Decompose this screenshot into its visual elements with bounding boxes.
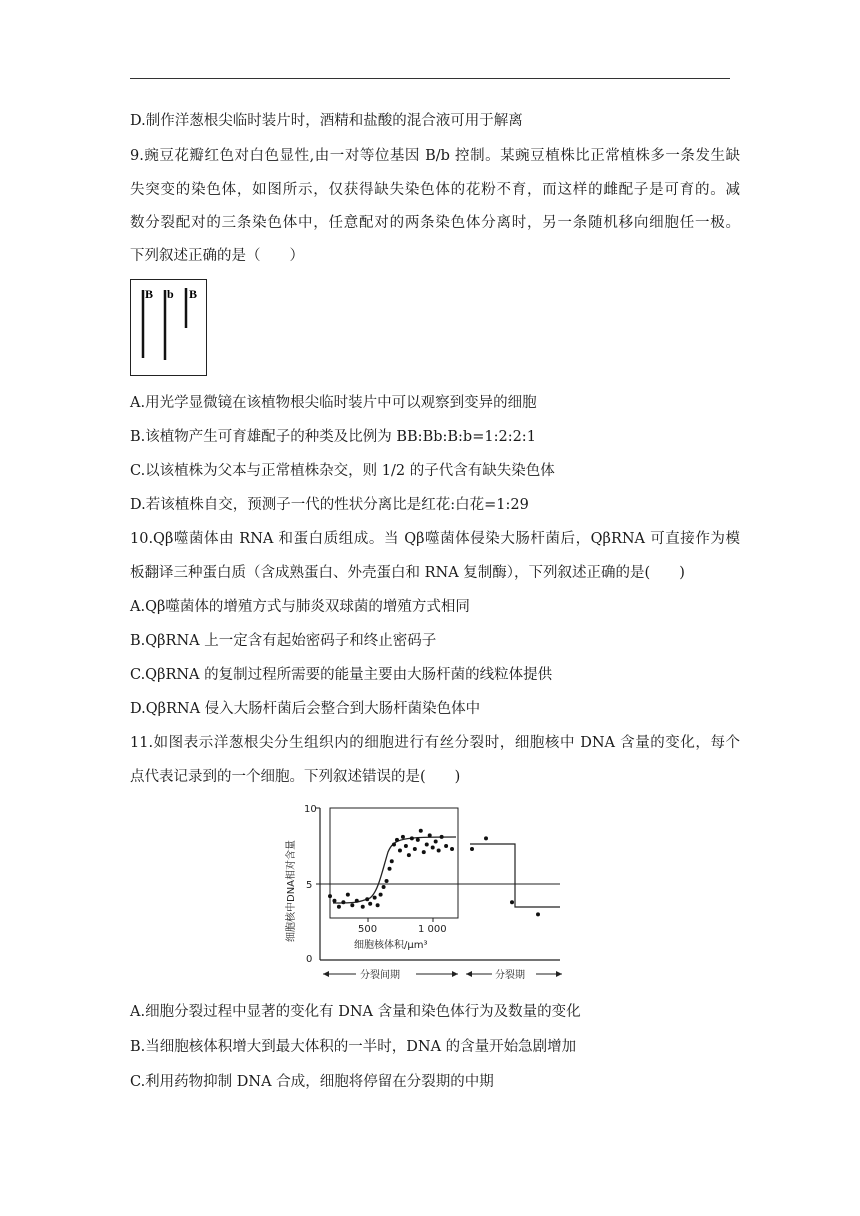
interphase-data-point (388, 867, 392, 871)
interphase-data-point (437, 849, 441, 853)
y-tick-label: 0 (306, 954, 313, 965)
q10-stem-line-1: 10.Qβ噬菌体由 RNA 和蛋白质组成。当 Qβ噬菌体侵染大肠杆菌后，QβRNA 可直接作为模 (130, 531, 740, 547)
q11-option-a: A.细胞分裂过程中显著的变化有 DNA 含量和染色体行为及数量的变化 (130, 1004, 581, 1020)
interphase-data-point (376, 903, 380, 907)
interphase-data-point (392, 842, 396, 846)
q9-option-a: A.用光学显微镜在该植物根尖临时装片中可以观察到变异的细胞 (130, 395, 537, 411)
x-axis-label: 细胞核体积/μm³ (354, 940, 428, 951)
interphase-data-point (355, 899, 359, 903)
fitted-curve (333, 837, 456, 903)
q11-stem-line-2: 点代表记录到的一个细胞。下列叙述错误的是( ) (130, 769, 461, 785)
q9-stem-line-1: 9.豌豆花瓣红色对白色显性,由一对等位基因 B/b 控制。某豌豆植株比正常植株多一条发生缺 (130, 148, 740, 164)
interphase-data-point (382, 885, 386, 889)
interphase-data-point (404, 844, 408, 848)
q9-stem-line-4: 下列叙述正确的是（ ） (130, 248, 304, 264)
interphase-data-point (407, 853, 411, 857)
division-data-point (470, 847, 474, 851)
division-data-point (510, 900, 514, 904)
interphase-data-point (361, 905, 365, 909)
interphase-data-point (341, 900, 345, 904)
interphase-data-point (419, 829, 423, 833)
x-tick-label: 1 000 (418, 924, 447, 935)
interphase-data-point (368, 902, 372, 906)
phase-label-interphase: 分裂间期 (360, 970, 400, 981)
q10-option-a: A.Qβ噬菌体的增殖方式与肺炎双球菌的增殖方式相同 (130, 599, 470, 615)
dna-content-chart (278, 800, 568, 985)
interphase-data-point (328, 894, 332, 898)
q9-option-d: D.若该植株自交，预测子一代的性状分离比是红花:白花=1:29 (130, 497, 529, 513)
interphase-data-point (346, 893, 350, 897)
chromosome-label-2: b (167, 287, 174, 301)
interphase-data-point (337, 905, 341, 909)
q10-stem-line-2: 板翻译三种蛋白质（含成熟蛋白、外壳蛋白和 RNA 复制酶），下列叙述正确的是( ) (130, 565, 685, 581)
interphase-data-point (440, 835, 444, 839)
q10-option-b: B.QβRNA 上一定含有起始密码子和终止密码子 (130, 633, 437, 649)
interphase-data-point (444, 844, 448, 848)
chromosome-label-3: B (189, 287, 198, 301)
interphase-data-point (365, 897, 369, 901)
y-axis-label: 细胞核中DNA相对含量 (286, 839, 297, 942)
q8-option-d: D.制作洋葱根尖临时装片时，酒精和盐酸的混合液可用于解离 (130, 113, 523, 129)
interphase-data-point (450, 847, 454, 851)
interphase-data-point (395, 838, 399, 842)
q10-option-c: C.QβRNA 的复制过程所需要的能量主要由大肠杆菌的线粒体提供 (130, 667, 553, 683)
interphase-data-point (428, 833, 432, 837)
interphase-data-point (332, 899, 336, 903)
q11-option-c: C.利用药物抑制 DNA 合成，细胞将停留在分裂期的中期 (130, 1074, 494, 1090)
interphase-data-point (385, 879, 389, 883)
q9-stem-line-2: 失突变的染色体，如图所示，仅获得缺失染色体的花粉不育，而这样的雌配子是可育的。减 (130, 182, 740, 198)
interphase-data-point (422, 850, 426, 854)
x-tick-label: 500 (358, 924, 378, 935)
interphase-data-point (373, 896, 377, 900)
interphase-data-point (416, 838, 420, 842)
q9-option-b: B.该植物产生可育雄配子的种类及比例为 BB:Bb:B:b=1:2:2:1 (130, 429, 536, 445)
phase-label-division: 分裂期 (495, 970, 525, 981)
interphase-data-point (401, 835, 405, 839)
interphase-data-point (431, 846, 435, 850)
interphase-data-point (434, 839, 438, 843)
interphase-data-point (350, 903, 354, 907)
q11-stem-line-1: 11.如图表示洋葱根尖分生组织内的细胞进行有丝分裂时，细胞核中 DNA 含量的变化，每个 (130, 735, 740, 751)
interphase-data-point (379, 893, 383, 897)
interphase-data-point (390, 859, 394, 863)
chromosome-label-1: B (145, 287, 154, 301)
q11-option-b: B.当细胞核体积增大到最大体积的一半时，DNA 的含量开始急剧增加 (130, 1039, 577, 1055)
interphase-data-point (425, 842, 429, 846)
chromosome-figure (130, 279, 207, 376)
q10-option-d: D.QβRNA 侵入大肠杆菌后会整合到大肠杆菌染色体中 (130, 701, 481, 717)
y-tick-label: 10 (304, 804, 317, 815)
interphase-data-point (398, 849, 402, 853)
y-tick-label: 5 (306, 880, 313, 891)
interphase-data-point (410, 836, 414, 840)
division-data-point (484, 836, 488, 840)
division-step-line (470, 844, 560, 907)
header-rule (130, 78, 730, 79)
division-data-point (536, 912, 540, 916)
q9-stem-line-3: 数分裂配对的三条染色体中，任意配对的两条染色体分离时，另一条随机移向细胞任一极。 (130, 215, 740, 231)
interphase-data-point (413, 847, 417, 851)
q9-option-c: C.以该植株为父本与正常植株杂交，则 1/2 的子代含有缺失染色体 (130, 463, 555, 479)
